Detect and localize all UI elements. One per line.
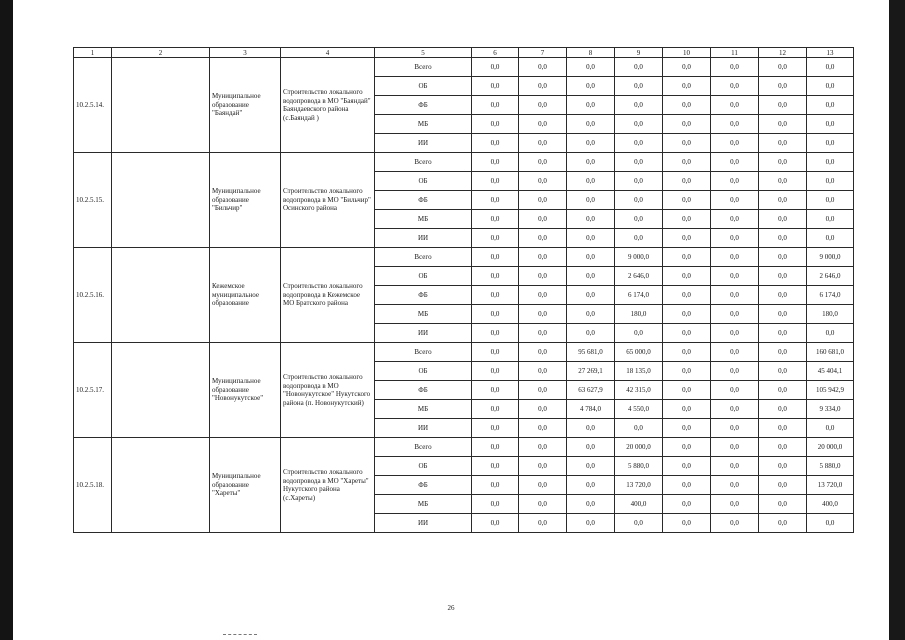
- table-row: [74, 248, 854, 267]
- value-cell: 0,0: [759, 457, 807, 476]
- value-cell: 0,0: [567, 96, 615, 115]
- funding-source: МБ: [375, 400, 472, 419]
- value-cell: 0,0: [711, 267, 759, 286]
- value-cell: 0,0: [759, 495, 807, 514]
- header-col-8: 8: [567, 48, 615, 58]
- value-cell: 9 334,0: [807, 400, 854, 419]
- value-cell: 0,0: [711, 210, 759, 229]
- value-cell: 0,0: [759, 400, 807, 419]
- value-cell: 0,0: [663, 267, 711, 286]
- header-col-10: 10: [663, 48, 711, 58]
- value-cell: 0,0: [711, 229, 759, 248]
- value-cell: 0,0: [807, 324, 854, 343]
- value-cell: 0,0: [472, 58, 519, 77]
- value-cell: 45 404,1: [807, 362, 854, 381]
- value-cell: 0,0: [567, 134, 615, 153]
- value-cell: 0,0: [759, 267, 807, 286]
- value-cell: 0,0: [807, 514, 854, 533]
- value-cell: 0,0: [759, 210, 807, 229]
- financing-table: [73, 47, 854, 533]
- value-cell: 0,0: [567, 305, 615, 324]
- value-cell: 9 000,0: [615, 248, 663, 267]
- value-cell: 13 720,0: [615, 476, 663, 495]
- item-code: 10.2.5.17.: [74, 343, 112, 438]
- value-cell: 0,0: [615, 77, 663, 96]
- value-cell: 0,0: [519, 438, 567, 457]
- table-row: [74, 438, 854, 457]
- project-name: Строительство локального водопровода в МО "Баяндай" Баяндаевского района (с.Баяндай ): [281, 58, 375, 153]
- funding-source: ИИ: [375, 324, 472, 343]
- value-cell: 0,0: [663, 305, 711, 324]
- funding-source: ИИ: [375, 229, 472, 248]
- value-cell: 0,0: [663, 96, 711, 115]
- value-cell: 0,0: [567, 58, 615, 77]
- value-cell: 0,0: [615, 229, 663, 248]
- value-cell: 0,0: [519, 172, 567, 191]
- value-cell: 0,0: [519, 514, 567, 533]
- funding-source: ФБ: [375, 191, 472, 210]
- table-row: [74, 343, 854, 362]
- value-cell: 0,0: [759, 362, 807, 381]
- value-cell: 0,0: [663, 514, 711, 533]
- value-cell: 0,0: [759, 343, 807, 362]
- value-cell: 0,0: [567, 77, 615, 96]
- value-cell: 0,0: [615, 172, 663, 191]
- value-cell: 0,0: [567, 514, 615, 533]
- value-cell: 0,0: [519, 191, 567, 210]
- value-cell: 0,0: [567, 267, 615, 286]
- value-cell: 0,0: [759, 438, 807, 457]
- item-col-2: [112, 58, 210, 153]
- header-col-13: 13: [807, 48, 854, 58]
- value-cell: 0,0: [567, 210, 615, 229]
- scan-border-left: [0, 0, 13, 640]
- value-cell: 0,0: [759, 191, 807, 210]
- value-cell: 0,0: [711, 476, 759, 495]
- funding-source: МБ: [375, 210, 472, 229]
- value-cell: 0,0: [615, 115, 663, 134]
- value-cell: 0,0: [472, 381, 519, 400]
- municipality-name: Муниципальное образование "Новонукутское": [210, 343, 281, 438]
- value-cell: 0,0: [615, 514, 663, 533]
- value-cell: 0,0: [519, 286, 567, 305]
- value-cell: 5 880,0: [615, 457, 663, 476]
- municipality-name: Муниципальное образование "Бильчир": [210, 153, 281, 248]
- value-cell: 0,0: [519, 96, 567, 115]
- item-col-2: [112, 248, 210, 343]
- value-cell: 0,0: [567, 172, 615, 191]
- item-code: 10.2.5.18.: [74, 438, 112, 533]
- value-cell: 0,0: [472, 172, 519, 191]
- value-cell: 0,0: [519, 381, 567, 400]
- value-cell: 0,0: [567, 191, 615, 210]
- value-cell: 0,0: [472, 115, 519, 134]
- value-cell: 0,0: [472, 305, 519, 324]
- value-cell: 0,0: [472, 495, 519, 514]
- value-cell: 0,0: [663, 77, 711, 96]
- value-cell: 0,0: [711, 115, 759, 134]
- value-cell: 0,0: [711, 343, 759, 362]
- value-cell: 9 000,0: [807, 248, 854, 267]
- value-cell: 20 000,0: [615, 438, 663, 457]
- value-cell: 0,0: [567, 286, 615, 305]
- value-cell: 0,0: [519, 248, 567, 267]
- value-cell: 0,0: [567, 457, 615, 476]
- municipality-name: Муниципальное образование "Хареты": [210, 438, 281, 533]
- value-cell: 0,0: [567, 438, 615, 457]
- value-cell: 0,0: [663, 191, 711, 210]
- header-col-2: 2: [112, 48, 210, 58]
- value-cell: 0,0: [759, 305, 807, 324]
- value-cell: 0,0: [759, 381, 807, 400]
- project-name: Строительство локального водопровода в МО "Новонукутское" Нукутского района (п. Новонукутский): [281, 343, 375, 438]
- footer-rule: [223, 634, 257, 635]
- funding-source: ИИ: [375, 134, 472, 153]
- value-cell: 0,0: [567, 324, 615, 343]
- value-cell: 0,0: [663, 438, 711, 457]
- value-cell: 0,0: [711, 153, 759, 172]
- value-cell: 0,0: [519, 134, 567, 153]
- value-cell: 0,0: [615, 58, 663, 77]
- value-cell: 42 315,0: [615, 381, 663, 400]
- value-cell: 0,0: [711, 191, 759, 210]
- value-cell: 0,0: [519, 58, 567, 77]
- value-cell: 0,0: [472, 324, 519, 343]
- header-col-7: 7: [519, 48, 567, 58]
- value-cell: 0,0: [759, 58, 807, 77]
- value-cell: 0,0: [519, 343, 567, 362]
- value-cell: 0,0: [711, 77, 759, 96]
- value-cell: 0,0: [711, 172, 759, 191]
- value-cell: 5 880,0: [807, 457, 854, 476]
- value-cell: 0,0: [567, 495, 615, 514]
- value-cell: 18 135,0: [615, 362, 663, 381]
- value-cell: 0,0: [807, 58, 854, 77]
- value-cell: 0,0: [615, 324, 663, 343]
- value-cell: 2 646,0: [807, 267, 854, 286]
- value-cell: 0,0: [759, 514, 807, 533]
- value-cell: 95 681,0: [567, 343, 615, 362]
- value-cell: 0,0: [759, 286, 807, 305]
- value-cell: 0,0: [807, 419, 854, 438]
- municipality-name: Муниципальное образование "Баяндай": [210, 58, 281, 153]
- value-cell: 0,0: [663, 381, 711, 400]
- value-cell: 0,0: [711, 134, 759, 153]
- value-cell: 0,0: [711, 381, 759, 400]
- value-cell: 0,0: [663, 457, 711, 476]
- value-cell: 0,0: [711, 248, 759, 267]
- value-cell: 0,0: [519, 77, 567, 96]
- value-cell: 0,0: [519, 476, 567, 495]
- value-cell: 0,0: [615, 191, 663, 210]
- value-cell: 0,0: [711, 286, 759, 305]
- table-row: [74, 58, 854, 77]
- value-cell: 0,0: [615, 134, 663, 153]
- item-col-2: [112, 438, 210, 533]
- value-cell: 4 550,0: [615, 400, 663, 419]
- value-cell: 0,0: [472, 210, 519, 229]
- value-cell: 6 174,0: [615, 286, 663, 305]
- value-cell: 0,0: [759, 172, 807, 191]
- header-col-12: 12: [759, 48, 807, 58]
- value-cell: 0,0: [567, 153, 615, 172]
- table-row: [74, 153, 854, 172]
- value-cell: 0,0: [759, 77, 807, 96]
- value-cell: 0,0: [711, 419, 759, 438]
- value-cell: 0,0: [759, 248, 807, 267]
- value-cell: 0,0: [663, 153, 711, 172]
- item-code: 10.2.5.16.: [74, 248, 112, 343]
- funding-source: МБ: [375, 495, 472, 514]
- value-cell: 0,0: [519, 229, 567, 248]
- project-name: Строительство локального водопровода в Кежемское МО Братского района: [281, 248, 375, 343]
- value-cell: 0,0: [567, 115, 615, 134]
- funding-source: ОБ: [375, 77, 472, 96]
- value-cell: 0,0: [519, 267, 567, 286]
- value-cell: 400,0: [615, 495, 663, 514]
- value-cell: 27 269,1: [567, 362, 615, 381]
- value-cell: 0,0: [472, 476, 519, 495]
- value-cell: 0,0: [807, 210, 854, 229]
- header-col-11: 11: [711, 48, 759, 58]
- value-cell: 0,0: [807, 191, 854, 210]
- value-cell: 0,0: [472, 438, 519, 457]
- value-cell: 0,0: [663, 324, 711, 343]
- value-cell: 0,0: [759, 324, 807, 343]
- value-cell: 0,0: [711, 457, 759, 476]
- project-name: Строительство локального водопровода в МО "Хареты" Нукутского района (с.Хареты): [281, 438, 375, 533]
- value-cell: 0,0: [711, 305, 759, 324]
- value-cell: 0,0: [807, 172, 854, 191]
- value-cell: 0,0: [663, 343, 711, 362]
- value-cell: 0,0: [759, 115, 807, 134]
- item-code: 10.2.5.14.: [74, 58, 112, 153]
- value-cell: 0,0: [711, 96, 759, 115]
- value-cell: 0,0: [472, 191, 519, 210]
- value-cell: 0,0: [663, 134, 711, 153]
- header-col-6: 6: [472, 48, 519, 58]
- value-cell: 0,0: [711, 362, 759, 381]
- project-name: Строительство локального водопровода в МО "Бильчир" Осинского района: [281, 153, 375, 248]
- header-col-4: 4: [281, 48, 375, 58]
- value-cell: 0,0: [472, 457, 519, 476]
- header-col-3: 3: [210, 48, 281, 58]
- value-cell: 0,0: [472, 514, 519, 533]
- value-cell: 0,0: [663, 419, 711, 438]
- value-cell: 0,0: [615, 419, 663, 438]
- value-cell: 0,0: [567, 248, 615, 267]
- value-cell: 0,0: [472, 248, 519, 267]
- value-cell: 0,0: [519, 419, 567, 438]
- value-cell: 0,0: [472, 229, 519, 248]
- header-col-5: 5: [375, 48, 472, 58]
- scan-border-right: [889, 0, 905, 640]
- value-cell: 0,0: [472, 343, 519, 362]
- funding-source: Всего: [375, 438, 472, 457]
- value-cell: 0,0: [807, 77, 854, 96]
- page-number: 26: [447, 604, 455, 612]
- value-cell: 0,0: [711, 438, 759, 457]
- value-cell: 0,0: [615, 96, 663, 115]
- value-cell: 0,0: [807, 96, 854, 115]
- funding-source: ФБ: [375, 96, 472, 115]
- value-cell: 0,0: [663, 400, 711, 419]
- value-cell: 63 627,9: [567, 381, 615, 400]
- value-cell: 0,0: [663, 229, 711, 248]
- value-cell: 0,0: [472, 267, 519, 286]
- value-cell: 0,0: [663, 248, 711, 267]
- value-cell: 0,0: [472, 77, 519, 96]
- funding-source: Всего: [375, 343, 472, 362]
- value-cell: 0,0: [663, 172, 711, 191]
- value-cell: 65 000,0: [615, 343, 663, 362]
- funding-source: ФБ: [375, 476, 472, 495]
- value-cell: 0,0: [807, 153, 854, 172]
- value-cell: 0,0: [519, 362, 567, 381]
- value-cell: 0,0: [567, 229, 615, 248]
- value-cell: 0,0: [519, 305, 567, 324]
- item-col-2: [112, 343, 210, 438]
- value-cell: 0,0: [711, 324, 759, 343]
- funding-source: ОБ: [375, 457, 472, 476]
- header-col-9: 9: [615, 48, 663, 58]
- value-cell: 0,0: [711, 400, 759, 419]
- funding-source: ФБ: [375, 381, 472, 400]
- value-cell: 4 784,0: [567, 400, 615, 419]
- value-cell: 0,0: [759, 153, 807, 172]
- value-cell: 20 000,0: [807, 438, 854, 457]
- value-cell: 0,0: [472, 419, 519, 438]
- value-cell: 0,0: [472, 286, 519, 305]
- value-cell: 0,0: [807, 115, 854, 134]
- funding-source: ОБ: [375, 267, 472, 286]
- funding-source: ИИ: [375, 419, 472, 438]
- municipality-name: Кежемское муниципальное образование: [210, 248, 281, 343]
- value-cell: 0,0: [472, 400, 519, 419]
- funding-source: Всего: [375, 248, 472, 267]
- value-cell: 0,0: [472, 134, 519, 153]
- value-cell: 400,0: [807, 495, 854, 514]
- value-cell: 180,0: [615, 305, 663, 324]
- value-cell: 2 646,0: [615, 267, 663, 286]
- value-cell: 160 681,0: [807, 343, 854, 362]
- value-cell: 13 720,0: [807, 476, 854, 495]
- value-cell: 0,0: [519, 115, 567, 134]
- value-cell: 0,0: [615, 153, 663, 172]
- value-cell: 0,0: [519, 210, 567, 229]
- value-cell: 0,0: [663, 286, 711, 305]
- value-cell: 0,0: [711, 495, 759, 514]
- funding-source: МБ: [375, 115, 472, 134]
- value-cell: 0,0: [759, 476, 807, 495]
- table-body: [74, 58, 854, 533]
- value-cell: 0,0: [711, 58, 759, 77]
- document-page[interactable]: [13, 0, 889, 640]
- item-code: 10.2.5.15.: [74, 153, 112, 248]
- value-cell: 0,0: [519, 495, 567, 514]
- value-cell: 0,0: [663, 495, 711, 514]
- header-col-1: 1: [74, 48, 112, 58]
- value-cell: 0,0: [519, 153, 567, 172]
- value-cell: 105 942,9: [807, 381, 854, 400]
- value-cell: 180,0: [807, 305, 854, 324]
- funding-source: ИИ: [375, 514, 472, 533]
- value-cell: 0,0: [567, 419, 615, 438]
- funding-source: ФБ: [375, 286, 472, 305]
- value-cell: 0,0: [663, 476, 711, 495]
- funding-source: МБ: [375, 305, 472, 324]
- value-cell: 0,0: [759, 96, 807, 115]
- value-cell: 0,0: [472, 362, 519, 381]
- value-cell: 0,0: [807, 229, 854, 248]
- value-cell: 0,0: [759, 229, 807, 248]
- value-cell: 0,0: [711, 514, 759, 533]
- value-cell: 6 174,0: [807, 286, 854, 305]
- value-cell: 0,0: [472, 153, 519, 172]
- value-cell: 0,0: [567, 476, 615, 495]
- value-cell: 0,0: [663, 115, 711, 134]
- value-cell: 0,0: [519, 457, 567, 476]
- funding-source: ОБ: [375, 362, 472, 381]
- funding-source: ОБ: [375, 172, 472, 191]
- value-cell: 0,0: [759, 419, 807, 438]
- header-row: [74, 48, 854, 58]
- funding-source: Всего: [375, 58, 472, 77]
- value-cell: 0,0: [663, 210, 711, 229]
- value-cell: 0,0: [663, 58, 711, 77]
- item-col-2: [112, 153, 210, 248]
- value-cell: 0,0: [615, 210, 663, 229]
- value-cell: 0,0: [663, 362, 711, 381]
- value-cell: 0,0: [807, 134, 854, 153]
- funding-source: Всего: [375, 153, 472, 172]
- value-cell: 0,0: [519, 400, 567, 419]
- value-cell: 0,0: [472, 96, 519, 115]
- value-cell: 0,0: [519, 324, 567, 343]
- value-cell: 0,0: [759, 134, 807, 153]
